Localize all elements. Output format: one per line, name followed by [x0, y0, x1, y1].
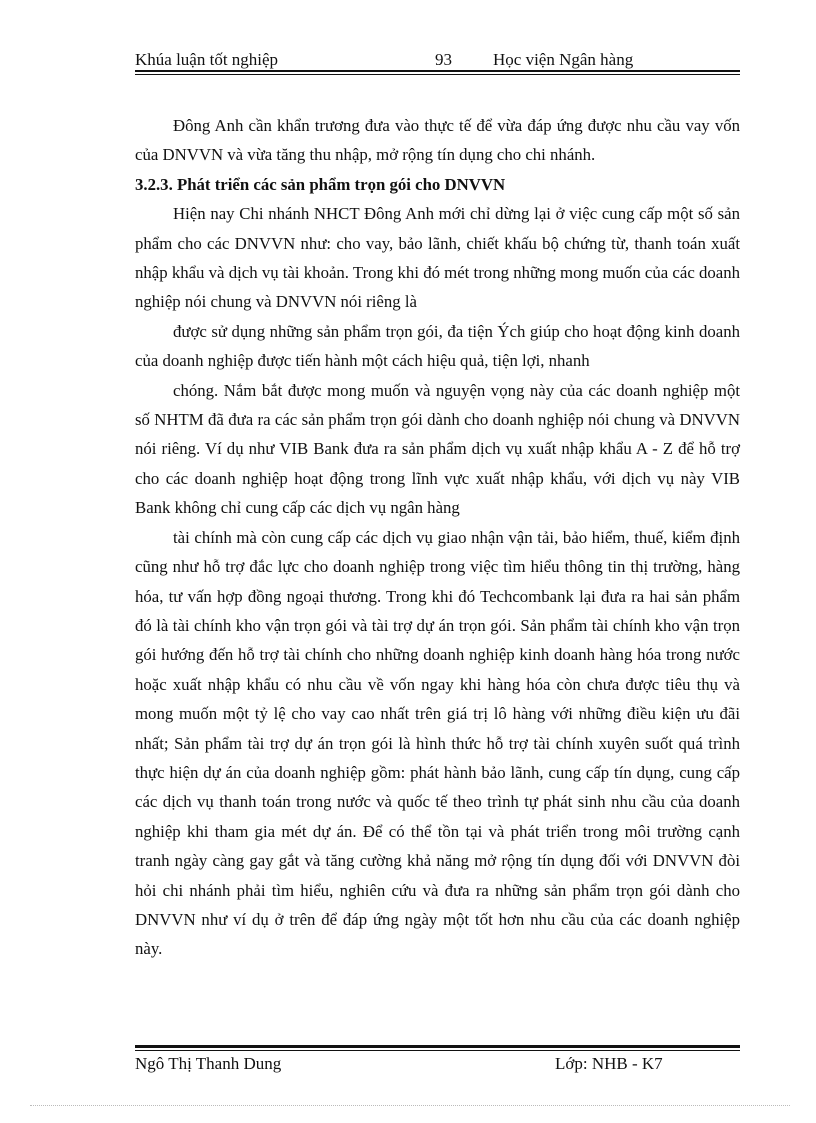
- section-heading: 3.2.3. Phát triển các sản phẩm trọn gói cho DNVVN: [135, 174, 506, 194]
- header-rule-bottom: [135, 74, 740, 75]
- header-thesis-label: Khúa luận tốt nghiệp: [135, 50, 279, 69]
- header-rule-top: [135, 70, 740, 72]
- paragraph-1: Đông Anh cần khẩn trương đưa vào thực tế để vừa đáp ứng được nhu cầu vay vốn của DNVVN và vừa tăng thu nhập, mở rộng tín dụng cho chi nhánh.: [135, 116, 740, 165]
- footer-rule-top: [135, 1045, 740, 1048]
- header-institution: Học viện Ngân hàng: [493, 50, 634, 69]
- paragraph-3: được sử dụng những sản phẩm trọn gói, đa tiện Ých giúp cho hoạt động kinh doanh của doanh nghiệp được tiến hành một cách hiệu quả, tiện lợi, nhanh: [135, 321, 740, 371]
- page-number: 93: [435, 50, 452, 69]
- footer-author: Ngô Thị Thanh Dung: [135, 1054, 282, 1073]
- paragraph-4: chóng. Nắm bắt được mong muốn và nguyện vọng này của các doanh nghiệp một số NHTM đã đưa ra các sản phẩm trọn gói dành cho doanh nghiệp nói chung và DNVVN nói riêng. Ví dụ như VIB Bank đưa ra sản phẩm dịch vụ xuất nhập khẩu A - Z để hỗ trợ cho các doanh nghiệp hoạt động trong lĩnh vực xuất nhập khẩu, với dịch vụ này VIB Bank không chỉ cung cấp các dịch vụ ngân hàng: [135, 380, 740, 518]
- footer-class: Lớp: NHB - K7: [555, 1054, 663, 1073]
- page-edge-dotted-line: [30, 1105, 790, 1106]
- page-header: [135, 50, 740, 72]
- body-text: [135, 111, 740, 964]
- paragraph-5: tài chính mà còn cung cấp các dịch vụ giao nhận vận tải, bảo hiểm, thuế, kiểm định cũng như hỗ trợ đắc lực cho doanh nghiệp trong việc tìm hiểu thông tin thị trường, hàng hóa, tư vấn hợp đồng ngoại thương. Trong khi đó Techcombank lại đưa ra hai sản phẩm đó là tài chính kho vận trọn gói và tài trợ dự án trọn gói. Sản phẩm tài chính kho vận trọn gói hướng đến hỗ trợ tài chính cho những doanh nghiệp kinh doanh hàng hóa trong nước hoặc xuất nhập khẩu có nhu cầu về vốn ngay khi hàng hóa còn chưa được tiêu thụ và mong muốn một tỷ lệ cho vay cao nhất trên giá trị lô hàng với những điều kiện ưu đãi nhất; Sản phẩm tài trợ dự án trọn gói là hình thức hỗ trợ tài chính xuyên suốt quá trình thực hiện dự án của doanh nghiệp gồm: phát hành bảo lãnh, cung cấp tín dụng, cung cấp các dịch vụ thanh toán trong nước và quốc tế theo trình tự phát sinh nhu cầu của doanh nghiệp khi tham gia mét dự án. Để có thể tồn tại và phát triển trong môi trường cạnh tranh ngày càng gay gắt và tăng cường khả năng mở rộng tín dụng đối với DNVVN đòi hỏi chi nhánh phải tìm hiểu, nghiên cứu và đưa ra những sản phẩm trọn gói dành cho DNVVN như ví dụ ở trên để đáp ứng ngày một tốt hơn nhu cầu của các doanh nghiệp này.: [135, 527, 740, 959]
- paragraph-2: Hiện nay Chi nhánh NHCT Đông Anh mới chỉ dừng lại ở việc cung cấp một số sản phẩm cho các DNVVN như: cho vay, bảo lãnh, chiết khấu bộ chứng từ, thanh toán xuất nhập khẩu và dịch vụ tài khoản. Trong khi đó mét trong những mong muốn của các doanh nghiệp nói chung và DNVVN nói riêng là: [135, 204, 740, 312]
- footer-rule-bottom: [135, 1050, 740, 1051]
